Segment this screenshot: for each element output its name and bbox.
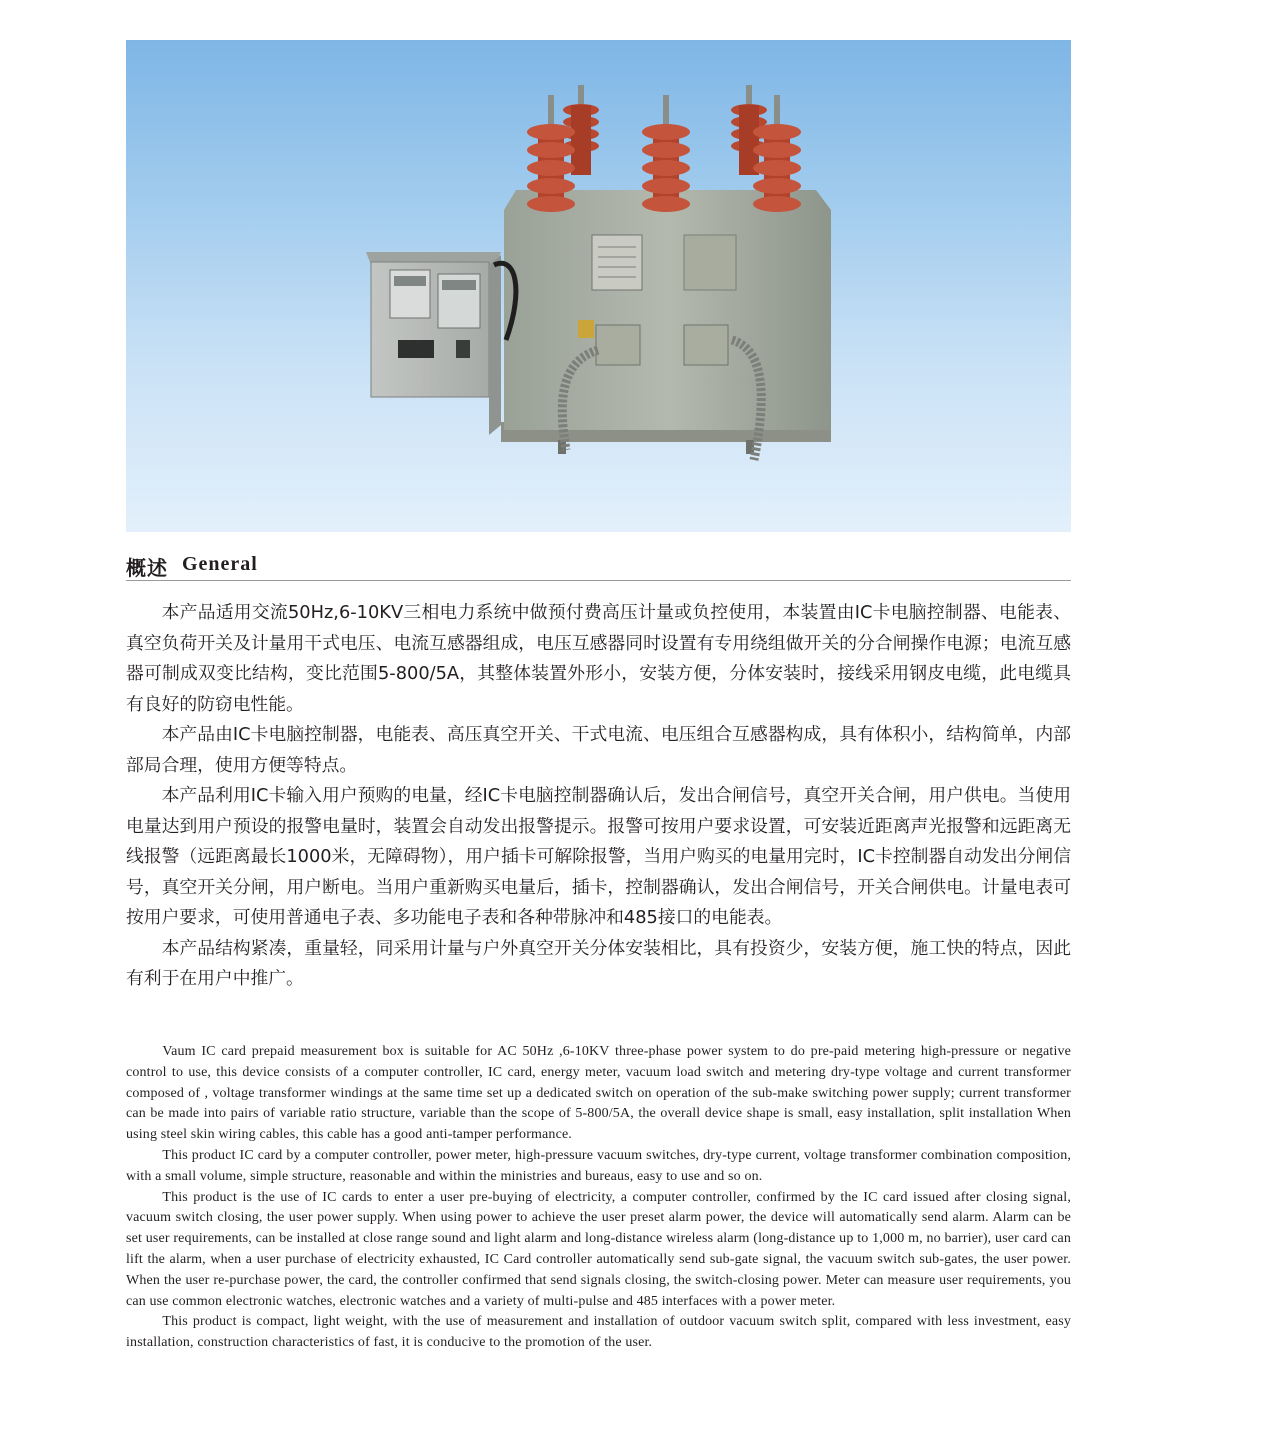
heading-english: General	[182, 553, 258, 575]
cn-paragraph-4: 本产品结构紧凑，重量轻，同采用计量与户外真空开关分体安装相比，具有投资少，安装方便，施工快的特点，因此有利于在用户中推广。	[126, 937, 1071, 989]
transformer-tank	[504, 190, 831, 430]
heading-chinese: 概述	[126, 556, 168, 580]
nameplate	[592, 235, 642, 290]
chinese-description	[126, 598, 1071, 995]
product-photo	[126, 40, 1071, 532]
cn-paragraph-3: 本产品利用IC卡输入用户预购的电量，经IC卡电脑控制器确认后，发出合闸信号，真空开关合闸，用户供电。当使用电量达到用户预设的报警电量时，装置会自动发出报警提示。报警可按用户要求设置，可安装近距离声光报警和远距离无线报警（远距离最长1000米，无障碍物），用户插卡可解除报警，当用户购买的电量用完时，IC卡控制器自动发出分闸信号，真空开关分闸，用户断电。当用户重新购买电量后，插卡，控制器确认，发出合闸信号，开关合闸供电。计量电表可按用户要求，可使用普通电子表、多功能电子表和各种带脉冲和485接口的电能表。	[126, 785, 1071, 928]
cn-paragraph-2: 本产品由IC卡电脑控制器，电能表、高压真空开关、干式电流、电压组合互感器构成，具有体积小，结构简单，内部部局合理，使用方便等特点。	[126, 724, 1071, 776]
en-paragraph-4: This product is compact, light weight, with the use of measurement and installation of outdoor vacuum switch split, compared with less investment, easy installation, construction characteristics of fast, it is conducive to the promotion of the user.	[126, 1314, 1071, 1351]
warning-label	[578, 320, 594, 338]
english-description	[126, 1042, 1071, 1354]
en-paragraph-1: Vaum IC card prepaid measurement box is suitable for AC 50Hz ,6-10KV three-phase power system to do pre-paid metering high-pressure or negative control to use, this device consists of a computer controller, IC card, energy meter, vacuum load switch and metering dry-type voltage and current transformer composed of , voltage transformer windings at the same time set up a dedicated switch on operation of the sub-make switching power supply; current transformer can be made into pairs of variable ratio structure, variable than the scope of 5-800/5A, the overall device shape is small, easy installation, split installation When using steel skin wiring cables, this cable has a good anti-tamper performance.	[126, 1044, 1071, 1143]
cn-paragraph-1: 本产品适用交流50Hz,6-10KV三相电力系统中做预付费高压计量或负控使用，本装置由IC卡电脑控制器、电能表、真空负荷开关及计量用干式电压、电流互感器组成，电压互感器同时设置有专用绕组做开关的分合闸操作电源；电流互感器可制成双变比结构，变比范围5-800/5A，其整体装置外形小，安装方便，分体安装时，接线采用钢皮电缆，此电缆具有良好的防窃电性能。	[126, 602, 1071, 715]
en-paragraph-2: This product IC card by a computer controller, power meter, high-pressure vacuum switches, dry-type current, voltage transformer combination composition, with a small volume, simple structure, reasonable and within the ministries and bureaus, easy to use and so on.	[126, 1147, 1071, 1184]
section-heading	[126, 550, 1071, 581]
en-paragraph-3: This product is the use of IC cards to enter a user pre-buying of electricity, a computer controller, confirmed by the IC card issued after closing signal, vacuum switch closing, the user power supply. When using power to achieve the user preset alarm power, the device will automatically send alarm. Alarm can be set user requirements, can be installed at close range sound and light alarm and long-distance wireless alarm (long-distance up to 1,000 m, no barrier), user card can lift the alarm, when a user purchase of electricity exhausted, IC Card controller automatically send sub-gate signal, the vacuum switch sub-gates, the user power. When the user re-purchase power, the card, the controller confirmed that send signals closing, the switch-closing power. Meter can measure user requirements, you can use common electronic watches, electronic watches and a variety of multi-pulse and 485 interfaces with a power meter.	[126, 1189, 1071, 1309]
metering-box-illustration	[126, 40, 1071, 532]
meter-cabinet	[366, 252, 516, 435]
